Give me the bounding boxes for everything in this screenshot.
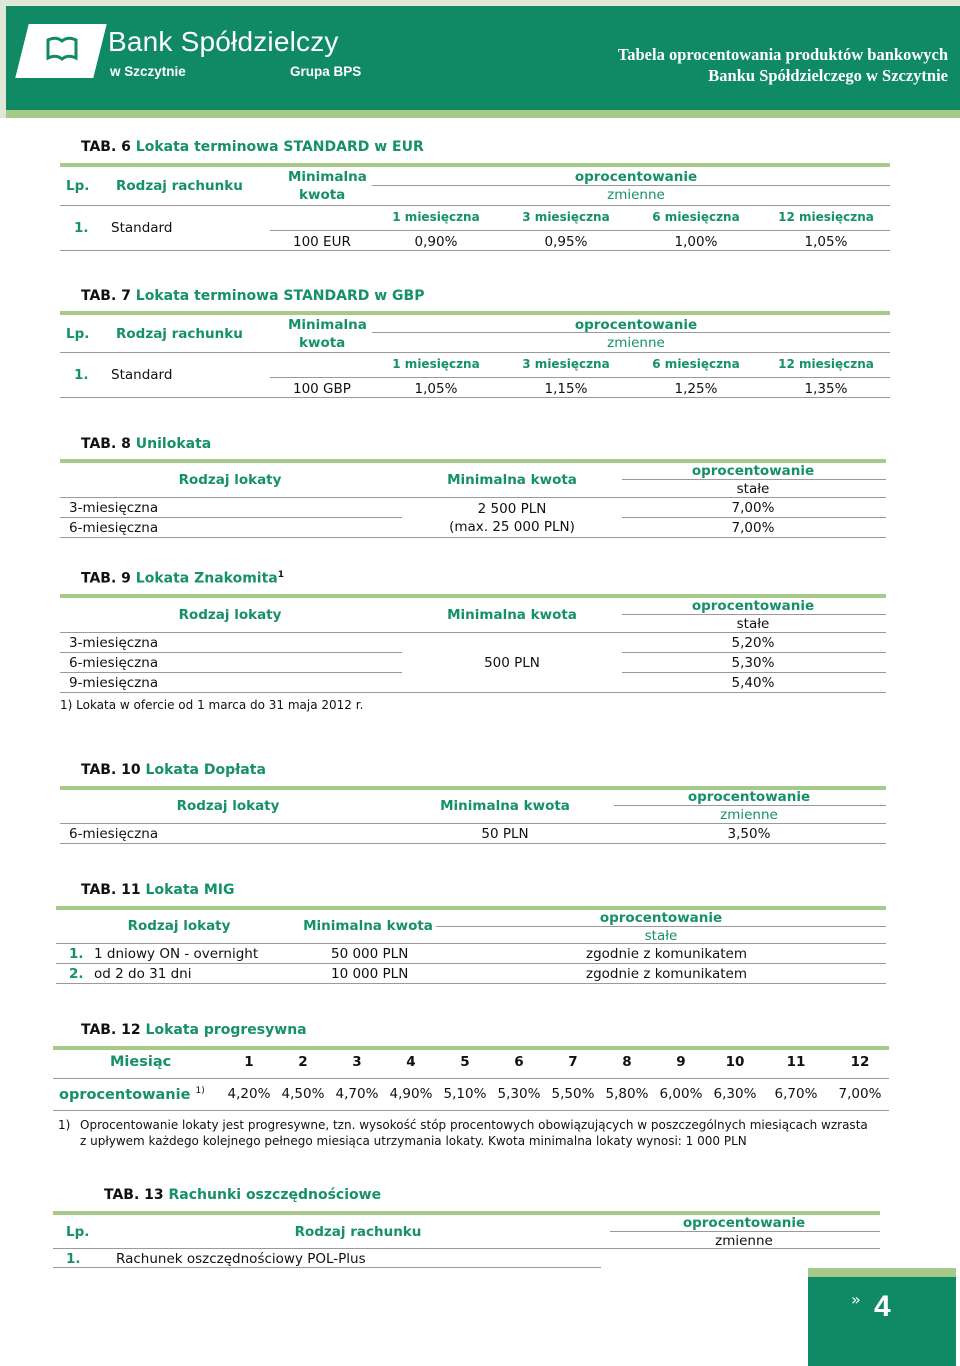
tab13-col-rate-sub: zmienne	[715, 1233, 773, 1249]
tab12-footnote-line2: z upływem każdego kolejnego pełnego miesiąca utrzymania lokaty. Kwota minimalna lokaty wynosi: 1 000 PLN	[80, 1134, 747, 1148]
tab7-rate-3: 1,25%	[674, 381, 718, 397]
tab6-period-3: 6 miesięczna	[652, 210, 740, 224]
tab8-title	[81, 436, 211, 452]
tab11-header-divider	[56, 943, 886, 944]
tab12-rate-7: 5,50%	[551, 1086, 595, 1102]
tab10-header-divider	[60, 823, 886, 824]
tab9-row1-divider-right	[622, 652, 886, 653]
tab8-min-line2: (max. 25 000 PLN)	[449, 519, 575, 535]
tab7-col-rate-sub: zmienne	[607, 335, 665, 351]
tab12-month-8: 8	[622, 1054, 632, 1070]
tab12-rate-1: 4,20%	[227, 1086, 271, 1102]
tab12-month-2: 2	[298, 1054, 308, 1070]
tab12-footnote-line1: Oprocentowanie lokaty jest progresywne, tzn. wysokość stóp procentowych obowiązujących w poszczególnych miesiącach wzrasta	[80, 1118, 868, 1132]
tab12-rate-12: 7,00%	[838, 1086, 882, 1102]
tab10-title	[81, 762, 266, 778]
tab6-row-lp: 1.	[74, 220, 89, 236]
tab9-row2-divider-left	[60, 672, 402, 673]
tab9-row2-type: 6-miesięczna	[69, 655, 159, 671]
tab9-row3-rate: 5,40%	[731, 675, 775, 691]
tab7-rate-2: 1,15%	[544, 381, 588, 397]
tab12-month-6: 6	[514, 1054, 524, 1070]
tab11-row2-min: 10 000 PLN	[331, 966, 409, 982]
page-arrow-icon: »	[851, 1290, 861, 1309]
bank-location: w Szczytnie	[110, 64, 186, 79]
tab6-rate-divider	[372, 185, 890, 186]
tab8-row1-divider-right	[622, 517, 886, 518]
tab13-header-divider	[53, 1248, 880, 1249]
tab7-period-2: 3 miesięczna	[522, 357, 610, 371]
tab11-row2-lp: 2.	[69, 966, 84, 982]
tab7-col-min2: kwota	[299, 335, 346, 351]
tab7-rate-1: 1,05%	[414, 381, 458, 397]
tab12-rate-3: 4,70%	[335, 1086, 379, 1102]
tab12-top-bar	[53, 1046, 889, 1050]
tab10-col-type: Rodzaj lokaty	[176, 798, 280, 814]
tab11-bottom-line	[56, 983, 886, 984]
page-header	[0, 0, 960, 118]
tab10-row-rate: 3,50%	[727, 826, 771, 842]
tab8-row2-rate: 7,00%	[731, 520, 775, 536]
tab10-bottom-line	[60, 843, 886, 844]
tab8-col-rate-sub: stałe	[736, 481, 770, 497]
tab12-month-12: 12	[850, 1054, 870, 1070]
tab9-footnote: 1) Lokata w ofercie od 1 marca do 31 maja 2012 r.	[60, 698, 364, 712]
tab12-month-9: 9	[676, 1054, 686, 1070]
tab7-period-3: 6 miesięczna	[652, 357, 740, 371]
tab6-row-type: Standard	[111, 220, 173, 236]
tab9-row2-rate: 5,30%	[731, 655, 775, 671]
tab6-period-1: 1 miesięczna	[392, 210, 480, 224]
tab11-row2-type: od 2 do 31 dni	[94, 966, 192, 982]
tab10-rate-divider	[614, 805, 886, 806]
tab9-row1-type: 3-miesięczna	[69, 635, 159, 651]
tab13-row-type: Rachunek oszczędnościowy POL-Plus	[116, 1251, 366, 1267]
tab8-bottom-line	[60, 537, 886, 538]
tab9-rate-divider	[622, 614, 886, 615]
tab6-name: Lokata terminowa STANDARD w EUR	[135, 139, 424, 155]
tab8-row1-divider-left	[60, 517, 402, 518]
tab6-rate-3: 1,00%	[674, 234, 718, 250]
tab6-bottom-line	[60, 250, 890, 251]
tab12-rate-6: 5,30%	[497, 1086, 541, 1102]
tab9-row3-type: 9-miesięczna	[69, 675, 159, 691]
tab8-col-min: Minimalna kwota	[447, 472, 577, 488]
tab6-col-rate-sub: zmienne	[607, 187, 665, 203]
tab7-rate-divider	[372, 332, 890, 333]
document-title-line2: Banku Spółdzielczego w Szczytnie	[708, 66, 948, 85]
book-icon	[46, 34, 78, 64]
tab8-min-line1: 2 500 PLN	[477, 501, 547, 517]
tab7-name: Lokata terminowa STANDARD w GBP	[135, 288, 425, 304]
tab7-col-min1: Minimalna	[288, 317, 367, 333]
tab7-title	[81, 288, 424, 304]
tab11-rate-divider	[436, 926, 886, 927]
tab6-col-rate: oprocentowanie	[574, 169, 698, 185]
document-title-line1: Tabela oprocentowania produktów bankowych	[617, 45, 948, 64]
tab12-rate-4: 4,90%	[389, 1086, 433, 1102]
tab7-col-type: Rodzaj rachunku	[116, 326, 243, 342]
tab9-col-type: Rodzaj lokaty	[178, 607, 282, 623]
tab8-number: TAB. 8	[81, 436, 131, 452]
tab6-title	[81, 139, 424, 155]
tab9-row2-divider-right	[622, 672, 886, 673]
tab12-month-7: 7	[568, 1054, 578, 1070]
tab7-col-rate: oprocentowanie	[574, 317, 698, 333]
tab8-col-type: Rodzaj lokaty	[178, 472, 282, 488]
tab9-row1-divider-left	[60, 652, 402, 653]
tab7-row-type: Standard	[111, 367, 173, 383]
tab10-col-min: Minimalna kwota	[440, 798, 570, 814]
tab6-rate-1: 0,90%	[414, 234, 458, 250]
tab11-row1-lp: 1.	[69, 946, 84, 962]
tab12-month-5: 5	[460, 1054, 470, 1070]
tab13-row-lp: 1.	[66, 1251, 81, 1267]
tab12-rate-5: 5,10%	[443, 1086, 487, 1102]
tab6-col-min2: kwota	[299, 187, 346, 203]
tab7-top-bar	[60, 311, 890, 315]
tab12-number: TAB. 12	[81, 1022, 141, 1038]
tab12-rate-2: 4,50%	[281, 1086, 325, 1102]
tab8-col-rate: oprocentowanie	[691, 463, 815, 479]
tab9-name: Lokata Znakomita	[135, 570, 278, 587]
tab6-col-type: Rodzaj rachunku	[116, 178, 243, 194]
tab12-rate-8: 5,80%	[605, 1086, 649, 1102]
tab9-min: 500 PLN	[484, 655, 540, 671]
tab10-name: Lokata Dopłata	[145, 762, 266, 778]
tab13-title	[104, 1187, 381, 1203]
tab6-period-4: 12 miesięczna	[778, 210, 874, 224]
tab12-row-divider	[53, 1078, 889, 1079]
tab11-name: Lokata MIG	[145, 882, 235, 898]
tab7-number: TAB. 7	[81, 288, 131, 304]
tab6-top-bar	[60, 163, 890, 167]
tab13-name: Rachunki oszczędnościowe	[168, 1187, 382, 1203]
tab6-header-divider	[60, 205, 890, 206]
tab12-row1-label: Miesiąc	[110, 1054, 172, 1070]
tab8-row2-type: 6-miesięczna	[69, 520, 159, 536]
tab9-col-min: Minimalna kwota	[447, 607, 577, 623]
tab9-header-divider	[60, 632, 886, 633]
tab8-header-divider	[60, 497, 886, 498]
tab6-rate-4: 1,05%	[804, 234, 848, 250]
tab11-col-type: Rodzaj lokaty	[127, 918, 231, 934]
tab9-col-rate: oprocentowanie	[691, 598, 815, 614]
tab12-rate-10: 6,30%	[713, 1086, 757, 1102]
header-strip	[6, 110, 960, 118]
tab12-bottom-line	[53, 1110, 889, 1111]
tab11-col-rate: oprocentowanie	[599, 910, 723, 926]
tab13-rate-divider	[610, 1231, 880, 1232]
tab12-month-4: 4	[406, 1054, 416, 1070]
tab6-period-divider	[270, 230, 890, 231]
tab10-number: TAB. 10	[81, 762, 141, 778]
footer-strip	[808, 1268, 956, 1277]
tab10-col-rate-sub: zmienne	[720, 807, 778, 823]
tab6-col-min1: Minimalna	[288, 169, 367, 185]
bank-group: Grupa BPS	[290, 64, 362, 79]
bank-name: Bank Spółdzielczy	[108, 26, 339, 57]
tab11-top-bar	[56, 906, 886, 910]
tab11-row1-rate: zgodnie z komunikatem	[586, 946, 747, 962]
tab12-title	[81, 1022, 307, 1038]
tab11-col-min: Minimalna kwota	[303, 918, 433, 934]
tab7-row-lp: 1.	[74, 367, 89, 383]
tab6-number: TAB. 6	[81, 139, 131, 155]
tab13-col-type: Rodzaj rachunku	[294, 1224, 422, 1240]
tab7-bottom-line	[60, 397, 890, 398]
tab9-name-sup: 1	[277, 570, 285, 580]
tab10-col-rate: oprocentowanie	[687, 789, 811, 805]
tab12-rate-9: 6,00%	[659, 1086, 703, 1102]
tab13-col-rate: oprocentowanie	[682, 1215, 806, 1231]
tab9-number: TAB. 9	[81, 570, 131, 587]
tab12-month-11: 11	[786, 1054, 806, 1070]
tab6-row-min: 100 EUR	[293, 234, 351, 250]
tab11-title	[81, 882, 234, 898]
page-number: 4	[874, 1290, 891, 1323]
tab6-period-2: 3 miesięczna	[522, 210, 610, 224]
tab12-row2-sup: 1)	[195, 1086, 205, 1096]
tab10-row-type: 6-miesięczna	[69, 826, 159, 842]
tab10-row-min: 50 PLN	[481, 826, 529, 842]
tab11-col-rate-sub: stałe	[644, 928, 678, 944]
tab9-row1-rate: 5,20%	[731, 635, 775, 651]
tab8-row1-rate: 7,00%	[731, 500, 775, 516]
tab12-row2-label-text: oprocentowanie	[59, 1086, 191, 1103]
tab7-header-divider	[60, 352, 890, 353]
tab12-month-10: 10	[725, 1054, 745, 1070]
tab13-number: TAB. 13	[104, 1187, 164, 1203]
tab9-title	[81, 570, 284, 587]
tab7-col-lp: Lp.	[66, 326, 90, 342]
tab7-period-4: 12 miesięczna	[778, 357, 874, 371]
tab8-row1-type: 3-miesięczna	[69, 500, 159, 516]
tab12-footnote-mark: 1)	[58, 1118, 71, 1132]
tab9-col-rate-sub: stałe	[736, 616, 770, 632]
tab7-row-min: 100 GBP	[293, 381, 351, 397]
tab12-row2-label	[59, 1086, 205, 1103]
tab11-row1-divider	[56, 963, 886, 964]
tab6-col-lp: Lp.	[66, 178, 90, 194]
tab13-bottom-line	[53, 1267, 601, 1268]
tab8-rate-divider	[622, 479, 886, 480]
tab8-name: Unilokata	[135, 436, 212, 452]
tab12-rate-11: 6,70%	[774, 1086, 818, 1102]
tab11-number: TAB. 11	[81, 882, 141, 898]
tab13-col-lp: Lp.	[66, 1224, 90, 1240]
tab6-rate-2: 0,95%	[544, 234, 588, 250]
tab9-bottom-line	[60, 692, 886, 693]
tab11-row1-min: 50 000 PLN	[331, 946, 409, 962]
tab11-row2-rate: zgodnie z komunikatem	[586, 966, 747, 982]
tab12-name: Lokata progresywna	[145, 1022, 307, 1038]
tab12-month-3: 3	[352, 1054, 362, 1070]
tab12-month-1: 1	[244, 1054, 254, 1070]
tab11-row1-type: 1 dniowy ON - overnight	[94, 946, 259, 962]
tab7-rate-4: 1,35%	[804, 381, 848, 397]
tab7-period-divider	[270, 377, 890, 378]
tab7-period-1: 1 miesięczna	[392, 357, 480, 371]
